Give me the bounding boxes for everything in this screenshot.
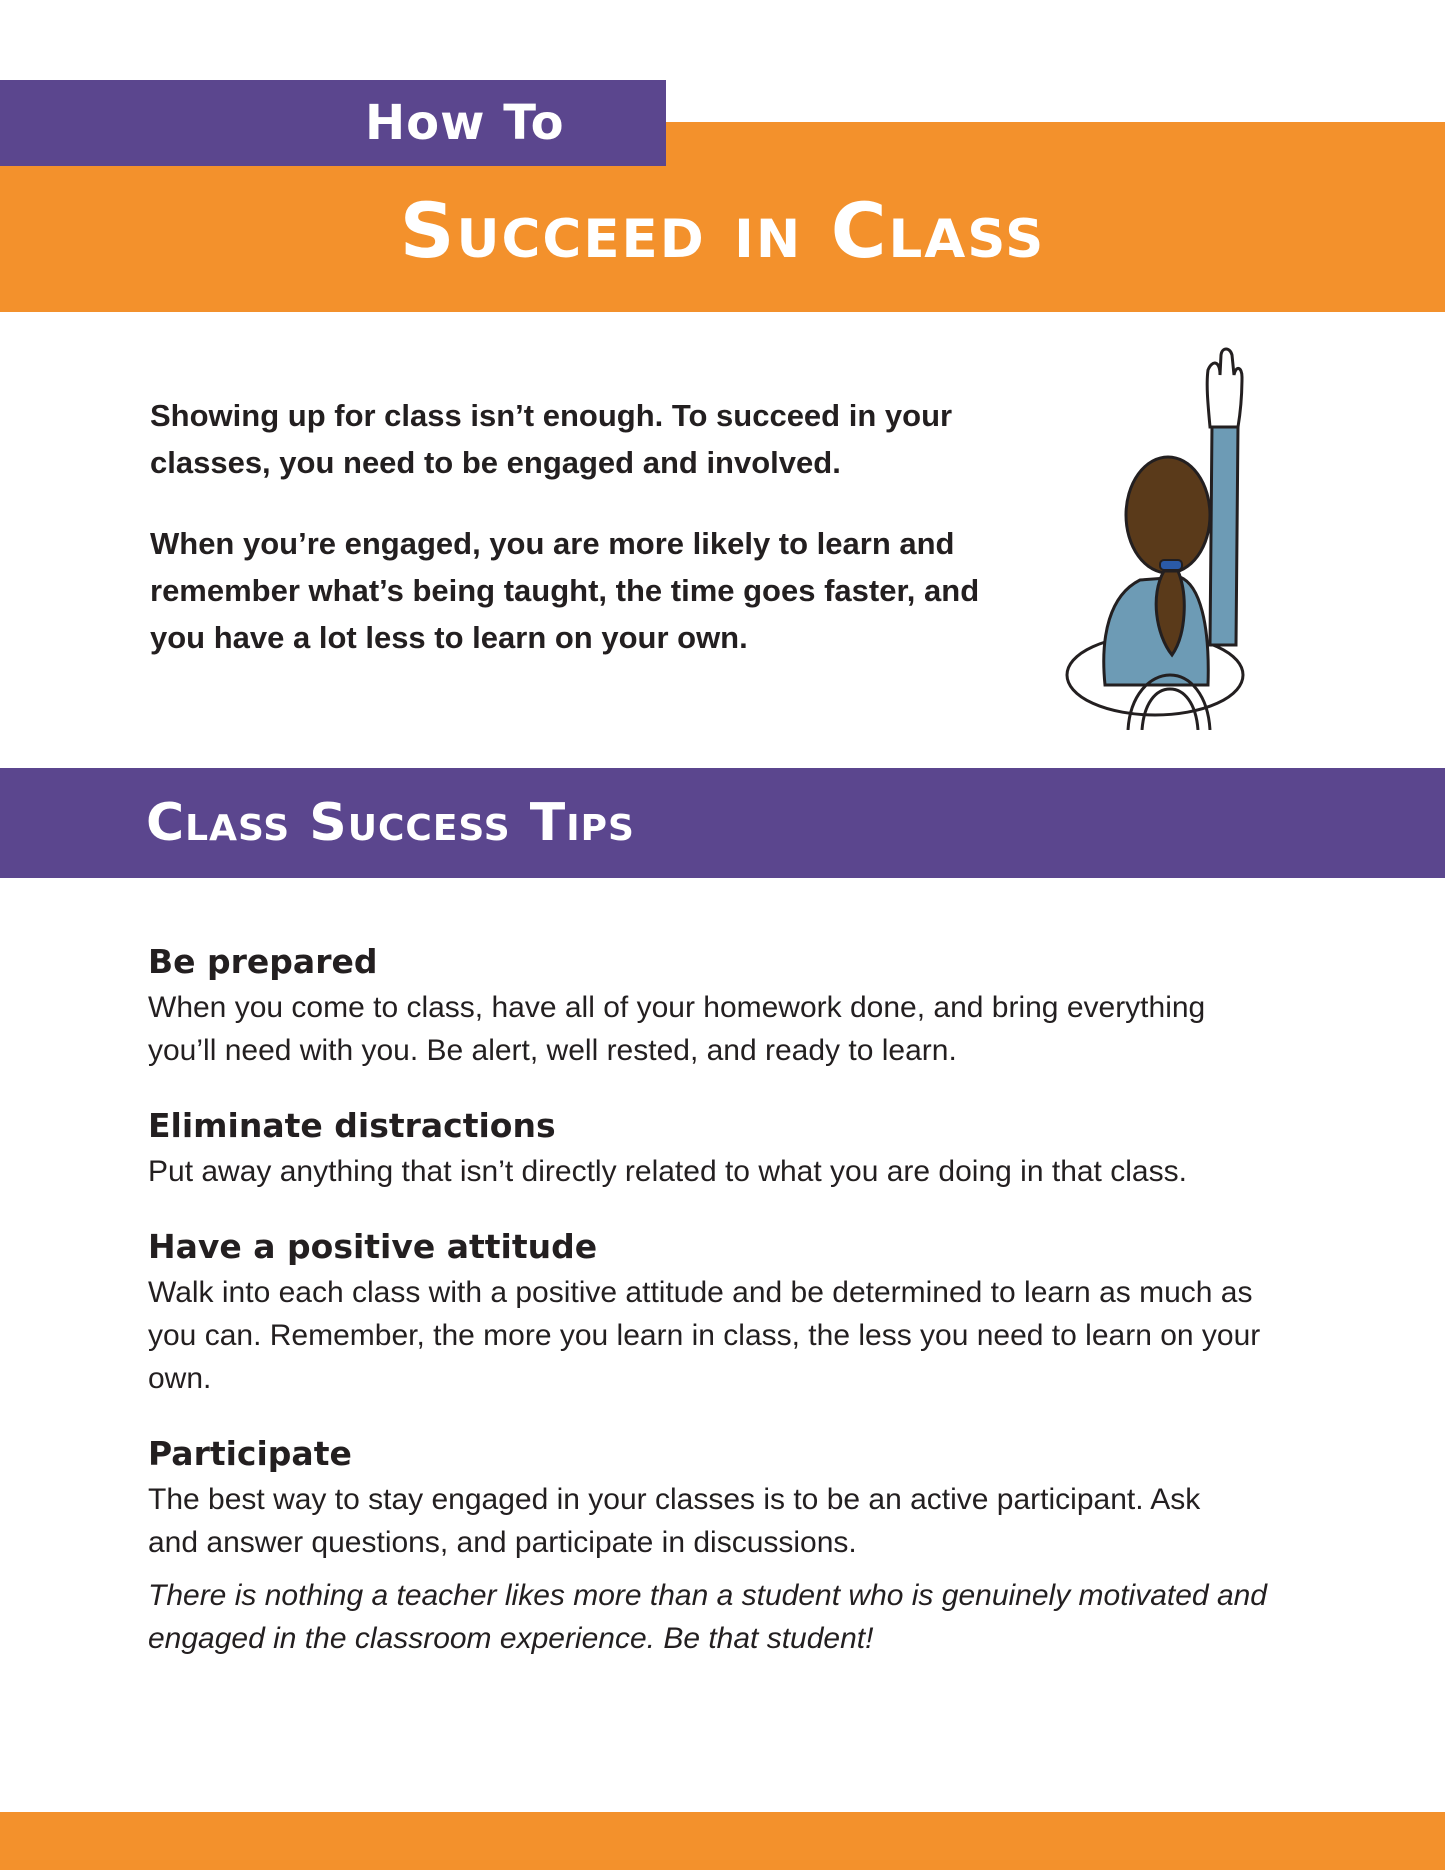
intro-paragraph-1: Showing up for class isn’t enough. To succeed in your classes, you need to be engaged and involved.	[150, 398, 953, 480]
tip-note: There is nothing a teacher likes more than a student who is genuinely motivated and engaged in the classroom experience. Be that student!	[148, 1579, 1267, 1655]
intro-paragraph-2: When you’re engaged, you are more likely to learn and remember what’s being taught, the time goes faster, and you have a lot less to learn on your own.	[150, 526, 980, 655]
tip-positive-attitude	[148, 1223, 1328, 1400]
page-title: Succeed in Class	[399, 186, 1046, 275]
section-title: Class Success Tips	[146, 793, 635, 853]
tip-heading: Be prepared	[148, 942, 378, 981]
tip-text: Walk into each class with a positive attitude and be determined to learn as much as you can. Remember, the more you learn in class, the less you need to learn on your own.	[148, 1276, 1261, 1395]
intro-section	[150, 392, 1050, 695]
footer-banner	[0, 1812, 1445, 1870]
tips-list	[148, 938, 1328, 1660]
tip-heading: Eliminate distractions	[148, 1106, 556, 1145]
tip-heading: Have a positive attitude	[148, 1227, 598, 1266]
tip-participate	[148, 1430, 1328, 1660]
tip-heading: Participate	[148, 1434, 352, 1473]
tip-eliminate-distractions	[148, 1102, 1328, 1193]
tip-text: When you come to class, have all of your homework done, and bring everything you’ll need with you. Be alert, well rested, and ready to learn.	[148, 991, 1206, 1067]
student-raising-hand-icon	[1060, 345, 1260, 730]
kicker-text: How To	[365, 95, 565, 151]
tip-text: The best way to stay engaged in your classes is to be an active participant. Ask and answer questions, and participate in discussions.	[148, 1483, 1201, 1559]
tip-text: Put away anything that isn’t directly related to what you are doing in that class.	[148, 1155, 1187, 1188]
tip-be-prepared	[148, 938, 1328, 1072]
